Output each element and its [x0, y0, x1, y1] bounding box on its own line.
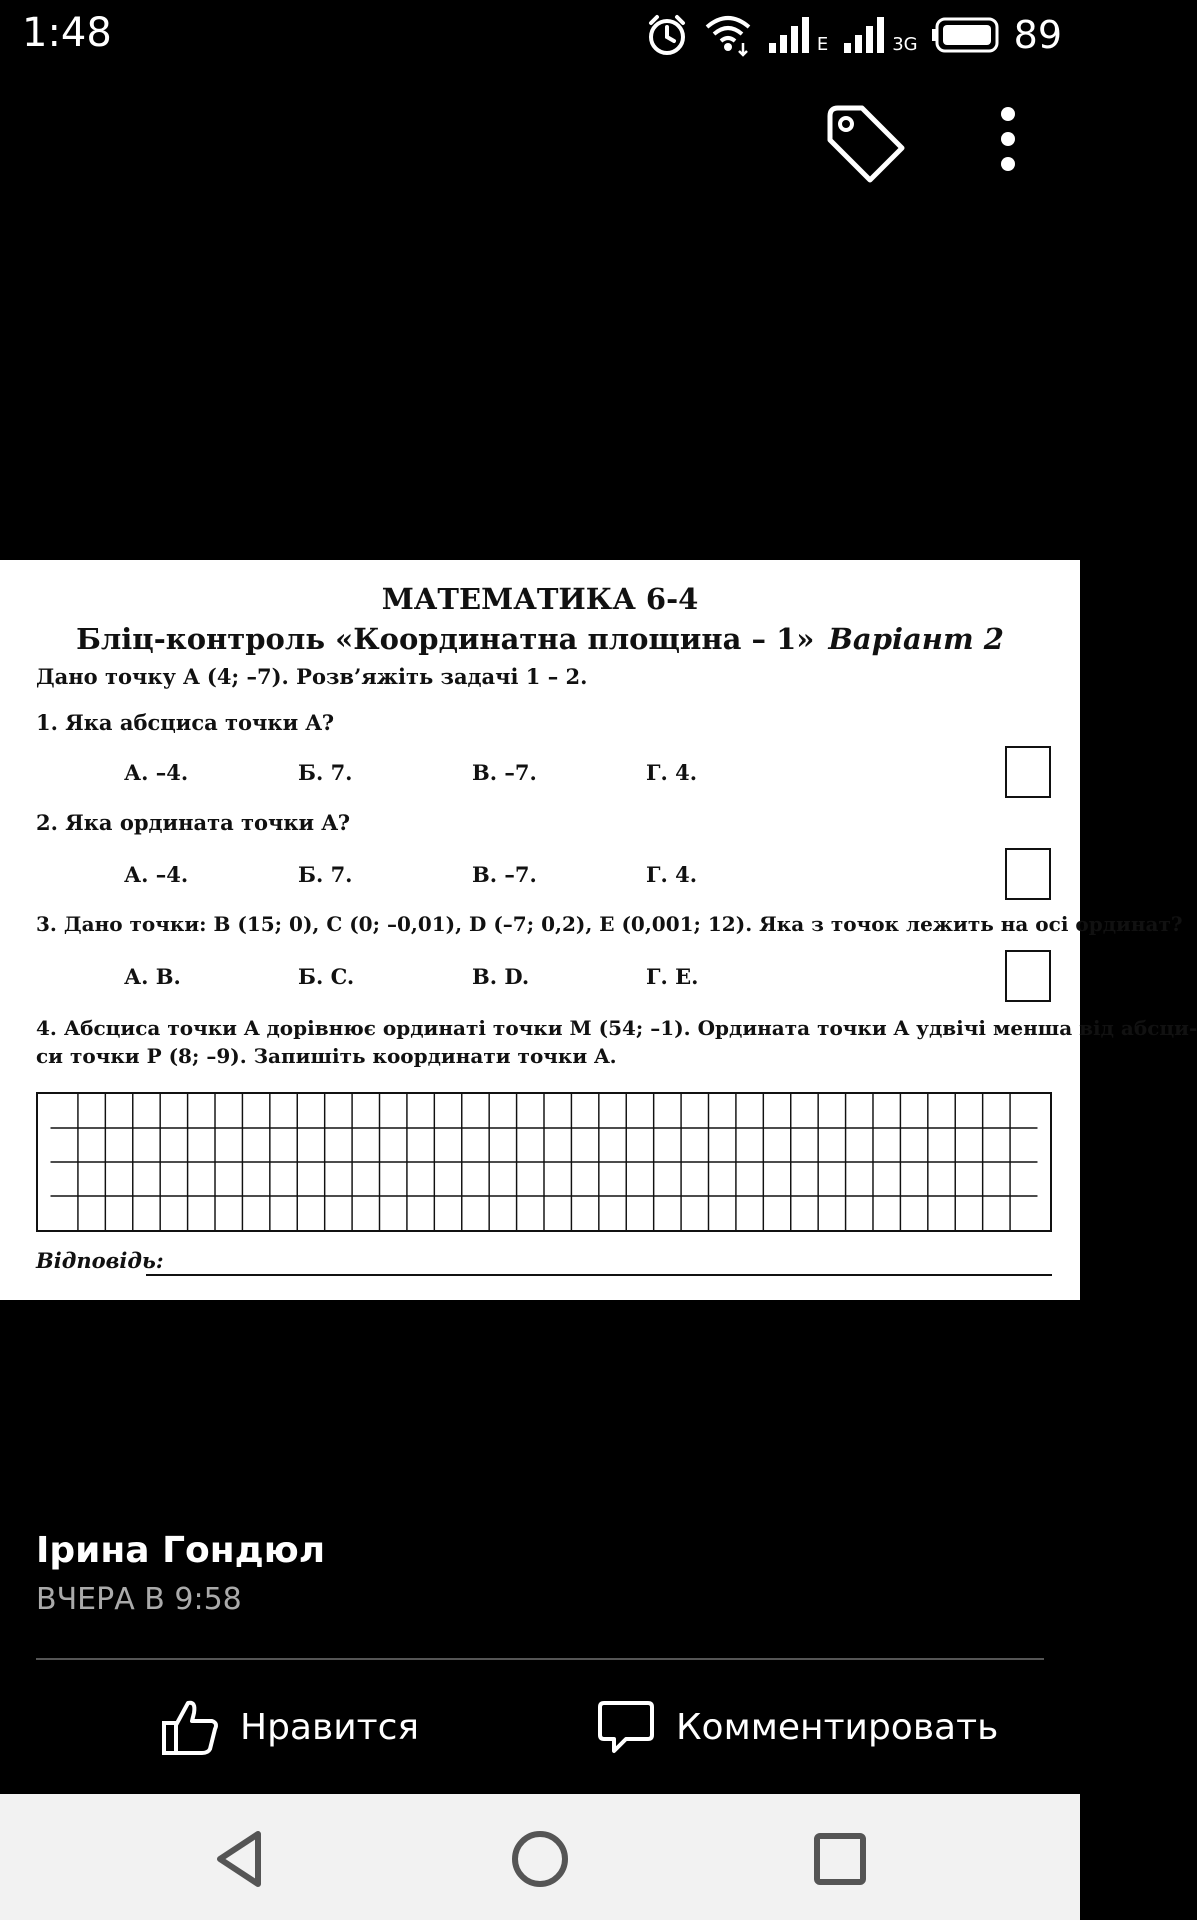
answer-box-1 — [1005, 746, 1051, 798]
like-button[interactable] — [160, 1690, 419, 1764]
option: Г. E. — [646, 964, 699, 989]
back-icon — [206, 1824, 276, 1894]
answer-line — [146, 1274, 1052, 1276]
recent-apps-icon — [805, 1824, 875, 1894]
comment-button[interactable] — [596, 1690, 998, 1764]
nav-recent-apps-button[interactable] — [805, 1824, 875, 1894]
nav-home-button[interactable] — [505, 1824, 575, 1894]
answer-label: Відповідь: — [36, 1248, 164, 1273]
like-label: Нравится — [240, 1706, 420, 1748]
option: Г. 4. — [646, 862, 698, 887]
battery-percent: 89 — [1013, 13, 1062, 57]
author-name[interactable]: Ірина Гондюл — [36, 1530, 326, 1571]
status-time: 1:48 — [22, 10, 112, 56]
divider — [36, 1658, 1044, 1660]
question-3-options — [124, 964, 820, 989]
question-2: 2. Яка ордината точки A? — [36, 810, 351, 835]
photo[interactable] — [0, 560, 1197, 1300]
status-icons — [645, 10, 1062, 60]
nav-back-button[interactable] — [206, 1824, 276, 1894]
option: В. D. — [472, 964, 530, 989]
question-4-line-2: си точки P (8; –9). Запишіть координати точки A. — [36, 1044, 617, 1068]
signal-icon-2 — [842, 15, 888, 55]
option: Б. 7. — [298, 760, 353, 785]
doc-title: МАТЕМАТИКА 6-4 — [381, 582, 699, 616]
doc-intro: Дано точку A (4; –7). Розв’яжіть задачі 1 – 2. — [36, 664, 588, 689]
home-icon — [505, 1824, 575, 1894]
network-type-1: E — [816, 33, 829, 55]
option: Б. C. — [298, 964, 355, 989]
network-type-2: 3G — [892, 33, 918, 55]
more-vert-icon — [990, 98, 1030, 188]
wifi-icon — [703, 13, 753, 57]
doc-subtitle-text: Бліц-контроль «Координатна площина – 1» — [76, 622, 815, 656]
battery-icon — [932, 17, 1000, 53]
option: В. –7. — [472, 862, 537, 887]
option: Г. 4. — [646, 760, 698, 785]
answer-box-2 — [1005, 848, 1051, 900]
option: А. B. — [124, 964, 181, 989]
option: А. –4. — [124, 862, 189, 887]
question-4-line-1: 4. Абсциса точки A дорівнює ординаті точки M (54; –1). Ордината точки A удвічі менша від абсци- — [36, 1016, 1197, 1040]
alarm-icon — [645, 13, 689, 57]
tag-icon — [820, 98, 910, 188]
thumbs-up-icon — [160, 1697, 220, 1757]
question-2-options — [124, 862, 820, 887]
option: В. –7. — [472, 760, 537, 785]
navigation-bar — [0, 1794, 1080, 1920]
signal-icon-1 — [767, 15, 813, 55]
answer-grid — [36, 1092, 1052, 1232]
option: Б. 7. — [298, 862, 353, 887]
answer-box-3 — [1005, 950, 1051, 1002]
question-1-options — [124, 760, 820, 785]
status-bar — [0, 0, 1080, 70]
more-options-button[interactable] — [990, 98, 1030, 188]
post-timestamp: ВЧЕРА В 9:58 — [36, 1582, 242, 1617]
doc-subtitle — [0, 622, 1080, 656]
question-3: 3. Дано точки: B (15; 0), C (0; –0,01), D (–7; 0,2), E (0,001; 12). Яка з точок лежить на осі ординат? — [36, 912, 1183, 936]
comment-label: Комментировать — [676, 1706, 999, 1748]
tag-button[interactable] — [820, 98, 910, 188]
doc-variant: Варіант 2 — [828, 622, 1004, 656]
comment-icon — [596, 1697, 656, 1757]
option: А. –4. — [124, 760, 189, 785]
question-1: 1. Яка абсциса точки A? — [36, 710, 335, 735]
